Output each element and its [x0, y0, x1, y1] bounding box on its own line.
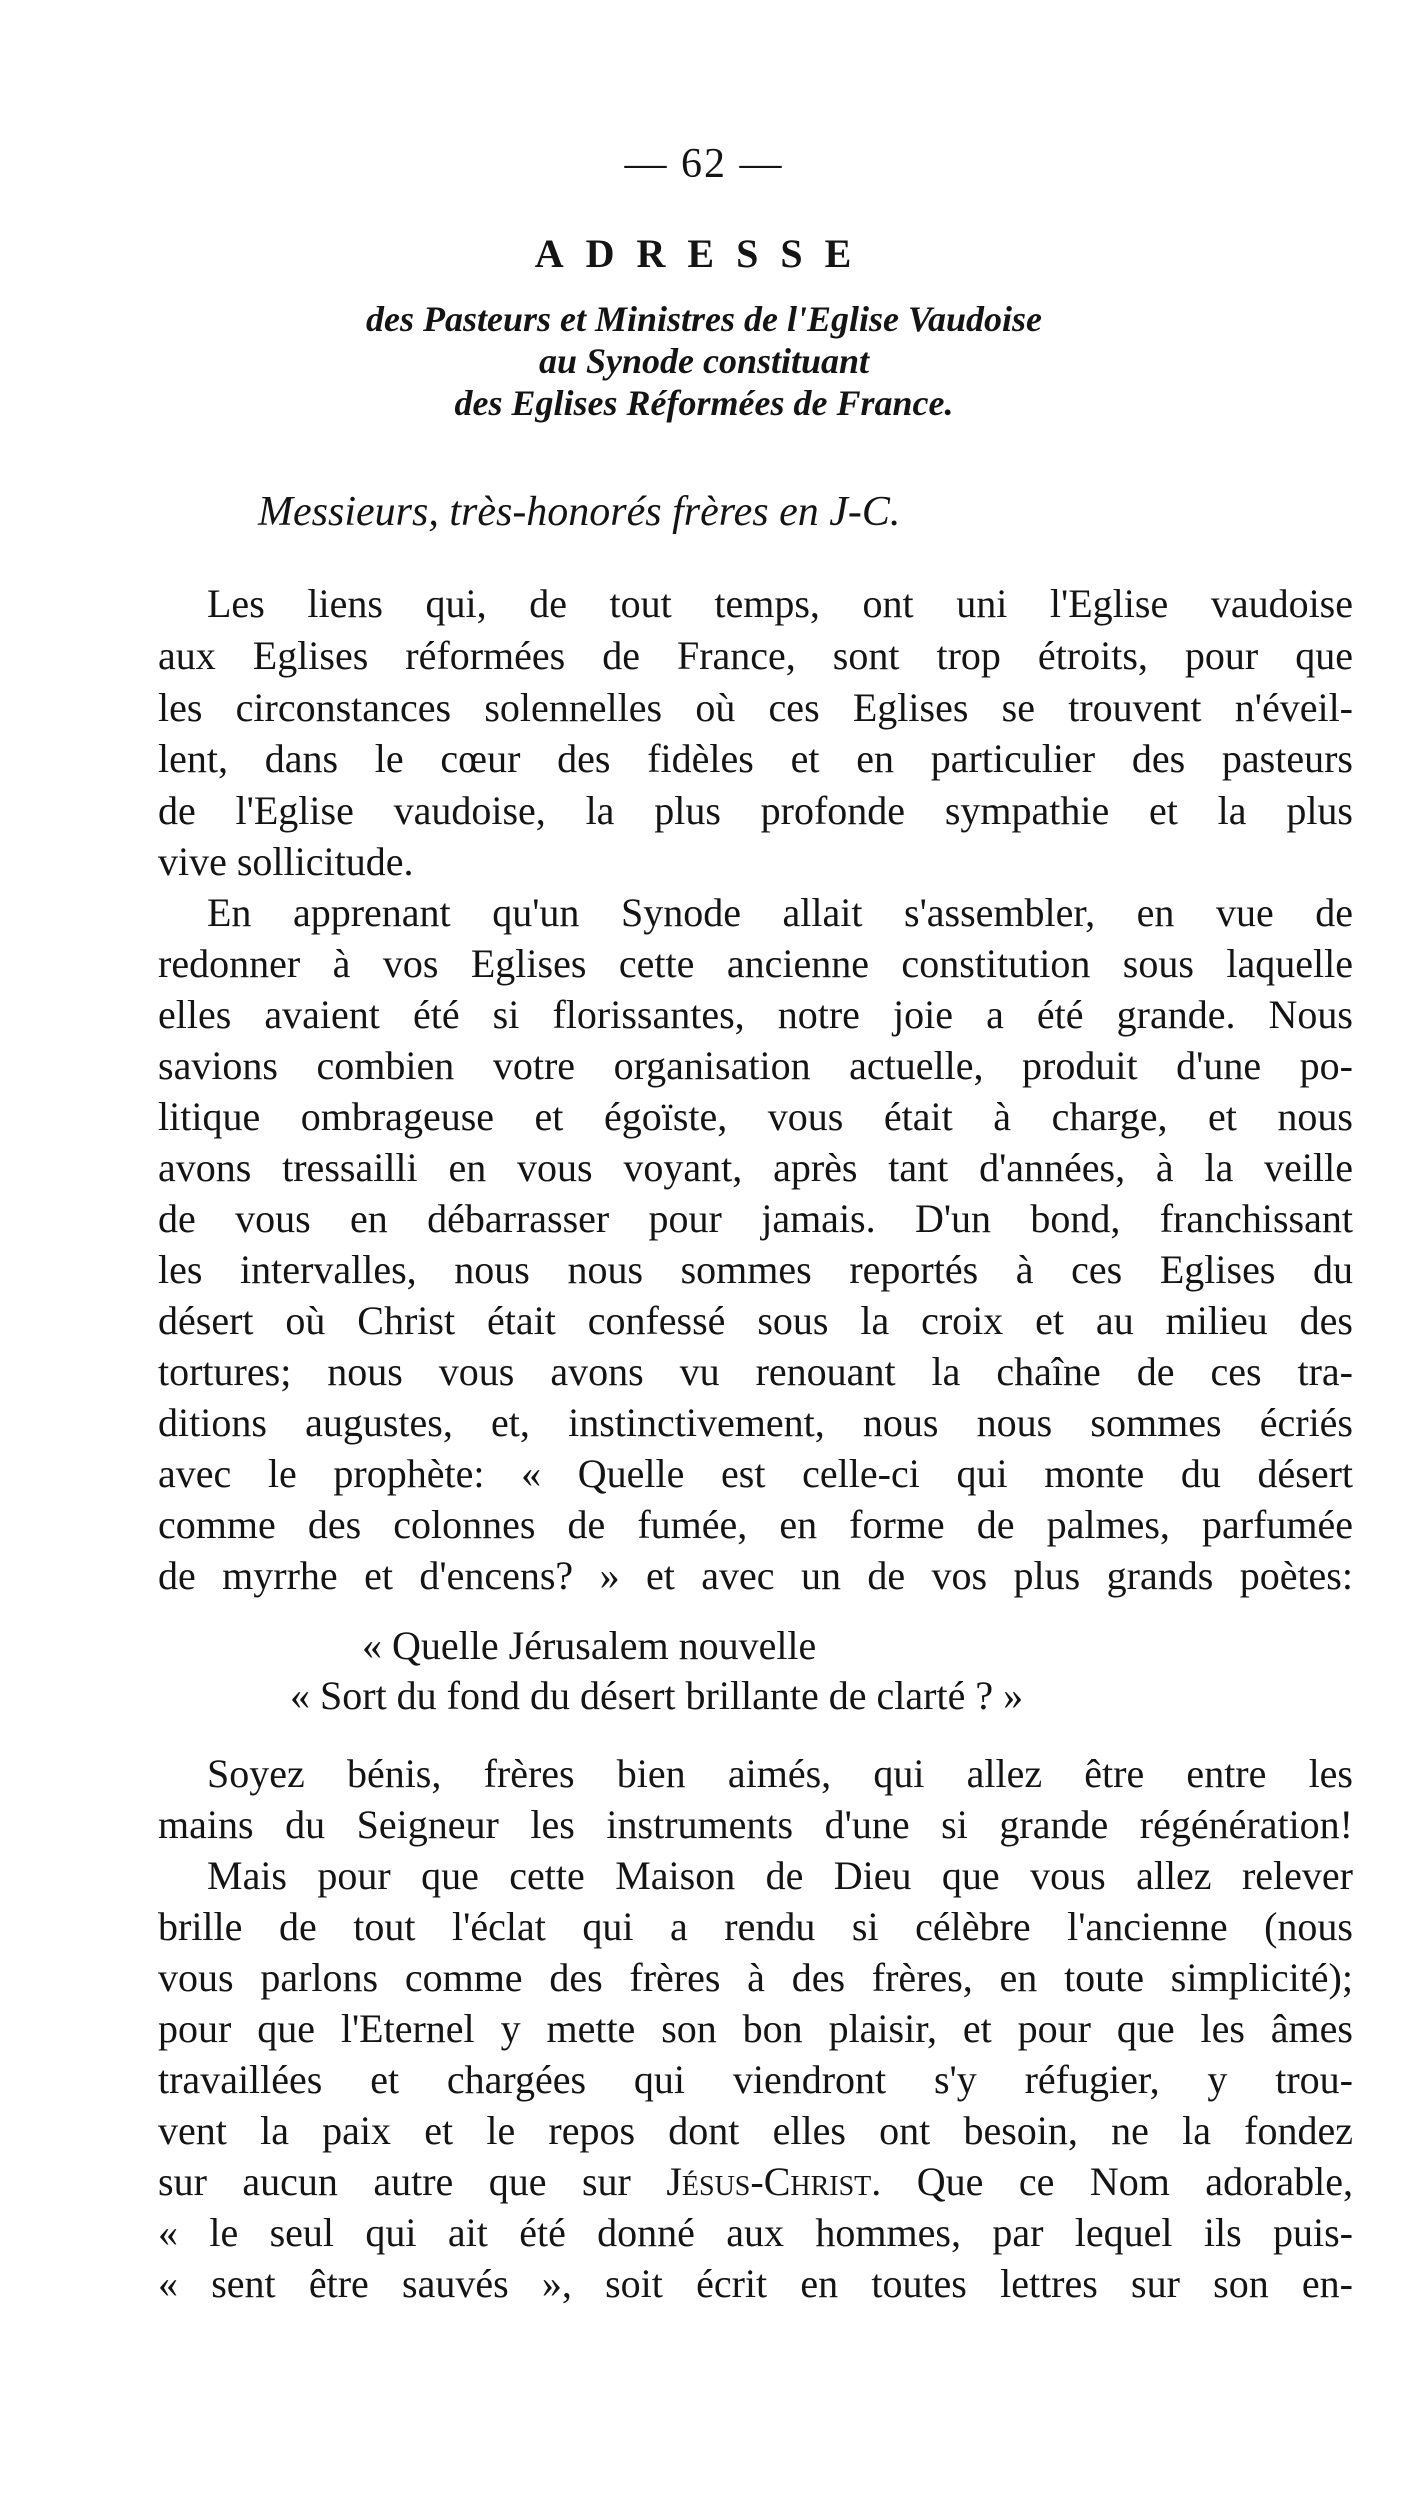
text-line: ditions augustes, et, instinctivement, nous nous sommes écriés [158, 1400, 1353, 1445]
text-line: Mais pour que cette Maison de Dieu que vous allez relever [207, 1853, 1353, 1898]
title: ADRESSE [534, 231, 874, 276]
text-line: travaillées et chargées qui viendront s'y réfugier, y trou- [158, 2057, 1353, 2102]
text-line: savions combien votre organisation actuelle, produit d'une po- [158, 1043, 1353, 1088]
text-line: elles avaient été si florissantes, notre joie a été grande. Nous [158, 992, 1353, 1037]
page-number: — 62 — [624, 141, 784, 187]
verse-line: « Quelle Jérusalem nouvelle [362, 1623, 817, 1668]
text-line: brille de tout l'éclat qui a rendu si célèbre l'ancienne (nous [158, 1904, 1353, 1949]
text-line: de vous en débarrasser pour jamais. D'un bond, franchissant [158, 1196, 1353, 1241]
text-line: « sent être sauvés », soit écrit en toutes lettres sur son en- [158, 2261, 1353, 2306]
text-line: lent, dans le cœur des fidèles et en particulier des pasteurs [158, 736, 1353, 781]
text-line: vent la paix et le repos dont elles ont besoin, ne la fondez [158, 2108, 1353, 2153]
text-line: mains du Seigneur les instruments d'une si grande régénération! [158, 1802, 1353, 1847]
text-segment: . Que ce Nom adorable, [871, 2159, 1354, 2204]
divine-name: Jésus-Christ [666, 2159, 872, 2204]
text-line: de myrrhe et d'encens? » et avec un de vos plus grands poètes: [158, 1553, 1353, 1598]
text-line: comme des colonnes de fumée, en forme de palmes, parfumée [158, 1502, 1353, 1547]
text-line: Soyez bénis, frères bien aimés, qui allez être entre les [207, 1751, 1353, 1796]
verse-line: « Sort du fond du désert brillante de clarté ? » [290, 1673, 1024, 1718]
text-line: les intervalles, nous nous sommes reportés à ces Eglises du [158, 1247, 1353, 1292]
text-line: redonner à vos Eglises cette ancienne constitution sous laquelle [158, 941, 1353, 986]
subtitle-line: des Eglises Réformées de France. [454, 383, 954, 423]
text-line: avons tressailli en vous voyant, après tant d'années, à la veille [158, 1145, 1353, 1190]
text-line: de l'Eglise vaudoise, la plus profonde sympathie et la plus [158, 788, 1353, 833]
text-line: « le seul qui ait été donné aux hommes, par lequel ils puis- [158, 2210, 1353, 2255]
text-line: pour que l'Eternel y mette son bon plaisir, et pour que les âmes [158, 2006, 1353, 2051]
text-line: aux Eglises réformées de France, sont trop étroits, pour que [158, 633, 1353, 678]
text-line: désert où Christ était confessé sous la croix et au milieu des [158, 1298, 1353, 1343]
text-line: Les liens qui, de tout temps, ont uni l'Eglise vaudoise [207, 581, 1353, 626]
subtitle-line: des Pasteurs et Ministres de l'Eglise Vaudoise [365, 299, 1043, 339]
text-line: les circonstances solennelles où ces Eglises se trouvent n'éveil- [158, 685, 1353, 730]
text-line: avec le prophète: « Quelle est celle-ci qui monte du désert [158, 1451, 1353, 1496]
salutation: Messieurs, très-honorés frères en J-C. [258, 489, 901, 535]
text-line: tortures; nous vous avons vu renouant la chaîne de ces tra- [158, 1349, 1353, 1394]
text-line: vous parlons comme des frères à des frères, en toute simplicité); [158, 1955, 1353, 2000]
text-line: vive sollicitude. [158, 839, 414, 884]
text-line: litique ombrageuse et égoïste, vous était à charge, et nous [158, 1094, 1353, 1139]
text-line: En apprenant qu'un Synode allait s'assembler, en vue de [207, 890, 1353, 935]
text-segment: sur aucun autre que sur [158, 2159, 631, 2204]
text-line [158, 2156, 1353, 2208]
subtitle-line: au Synode constituant [538, 341, 870, 381]
